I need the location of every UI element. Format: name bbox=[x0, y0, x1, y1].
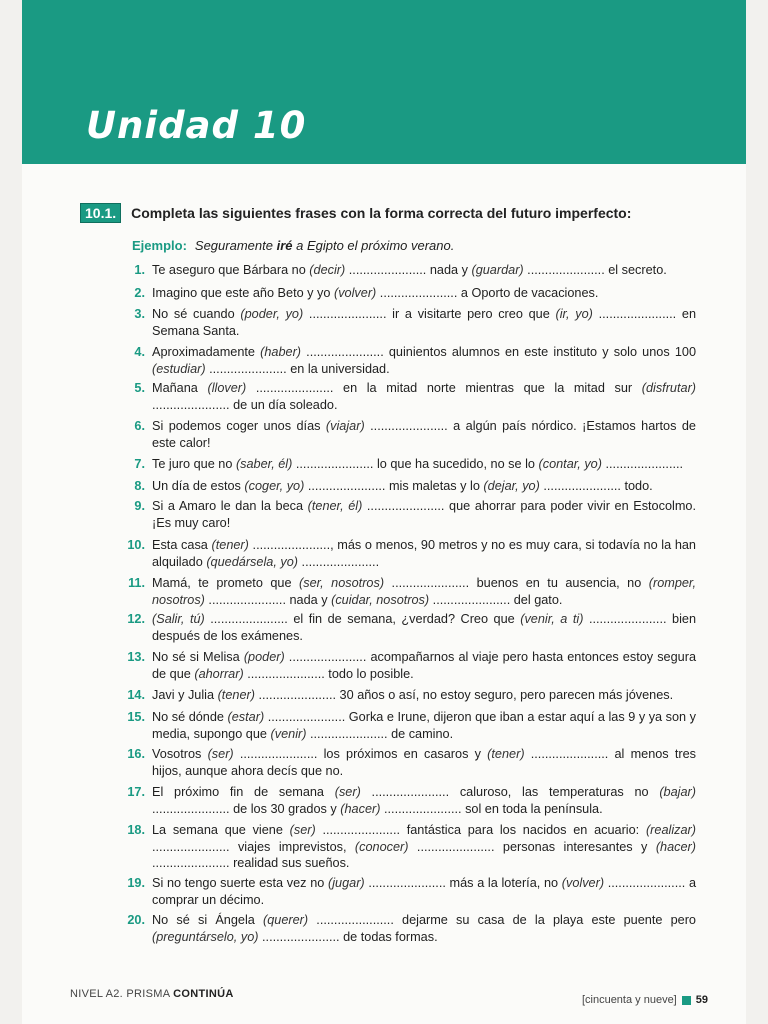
item-number: 4. bbox=[134, 345, 145, 359]
exercise-item bbox=[118, 344, 696, 377]
item-number: 5. bbox=[134, 381, 145, 395]
item-text: No sé cuando (poder, yo) ...................... ir a visitarte pero creo que (ir, yo) ...................... en Semana Santa. bbox=[152, 307, 696, 338]
item-text: Aproximadamente (haber) ...................... quinientos alumnos en este instituto y solo unos 100 (estudiar) ...................... en la universidad. bbox=[152, 345, 696, 376]
item-text: Si no tengo suerte esta vez no (jugar) ...................... más a la lotería, no (volver) ...................... a comprar un décimo. bbox=[152, 876, 697, 907]
exercise-item bbox=[118, 709, 696, 742]
exercise-header bbox=[80, 203, 730, 223]
item-number: 14. bbox=[127, 688, 145, 702]
item-text: La semana que viene (ser) ...................... fantástica para los nacidos en acuario: (realizar) ...................... viajes imprevistos, (conocer) ...................... personas interesantes y (hacer) ...................... realidad sus sueños. bbox=[152, 823, 696, 870]
item-text: Mamá, te prometo que (ser, nosotros) ...................... buenos en tu ausencia, no (romper, nosotros) ...................... nada y (cuidar, nosotros) ...................... del gato. bbox=[152, 576, 696, 607]
exercise-item bbox=[118, 912, 696, 945]
exercise-item bbox=[118, 262, 696, 279]
footer-page-number: 59 bbox=[695, 994, 708, 1006]
item-number: 16. bbox=[127, 747, 145, 761]
item-text: Si podemos coger unos días (viajar) ...................... a algún país nórdico. ¡Estamos hartos de este calor! bbox=[152, 419, 696, 450]
exercise-item bbox=[118, 380, 696, 413]
item-text: Un día de estos (coger, yo) ...................... mis maletas y lo (dejar, yo) ...................... todo. bbox=[152, 479, 653, 493]
item-text: Te aseguro que Bárbara no (decir) ...................... nada y (guardar) ...................... el secreto. bbox=[152, 263, 667, 277]
item-number: 15. bbox=[127, 710, 145, 724]
item-text: No sé si Melisa (poder) ...................... acompañarnos al viaje pero hasta entonces estoy segura de que (ahorrar) ...................... todo lo posible. bbox=[152, 650, 697, 681]
footer-level bbox=[70, 988, 234, 1000]
exercise-item bbox=[118, 478, 696, 495]
exercise-number-badge: 10.1. bbox=[80, 203, 121, 223]
footer-level-bold: CONTINÚA bbox=[173, 988, 234, 1000]
square-bullet-icon bbox=[682, 996, 691, 1005]
footer-page-words: [cincuenta y nueve] bbox=[581, 994, 677, 1006]
exercise-item bbox=[118, 875, 696, 908]
item-number: 20. bbox=[127, 913, 145, 927]
item-number: 17. bbox=[127, 785, 145, 799]
item-number: 10. bbox=[127, 538, 145, 552]
exercise-item bbox=[118, 784, 696, 817]
exercise-item bbox=[118, 575, 696, 608]
exercise-item bbox=[118, 285, 696, 302]
item-number: 7. bbox=[134, 457, 145, 471]
item-text: (Salir, tú) ...................... el fin de semana, ¿verdad? Creo que (venir, a ti) ...................... bien después de los exámenes. bbox=[152, 612, 696, 643]
example-label: Ejemplo: bbox=[132, 238, 187, 253]
item-number: 9. bbox=[134, 499, 145, 513]
footer-level-text: NIVEL A2. PRISMA bbox=[70, 988, 174, 1000]
item-text: Te juro que no (saber, él) ...................... lo que ha sucedido, no se lo (contar, yo) ...................... bbox=[152, 457, 684, 471]
example-answer: iré bbox=[276, 238, 293, 253]
item-text: No sé dónde (estar) ...................... Gorka e Irune, dijeron que iban a estar aquí a las 9 y ya son y media, supongo que (venir) ...................... de camino. bbox=[152, 710, 696, 741]
item-number: 3. bbox=[134, 307, 145, 321]
item-number: 6. bbox=[134, 419, 145, 433]
item-number: 2. bbox=[134, 286, 145, 300]
item-number: 13. bbox=[127, 650, 145, 664]
item-number: 18. bbox=[127, 823, 145, 837]
example-text-after: a Egipto el próximo verano. bbox=[292, 238, 455, 253]
item-number: 12. bbox=[127, 612, 145, 626]
item-text: El próximo fin de semana (ser) ...................... caluroso, las temperaturas no (bajar) ...................... de los 30 grados y (hacer) ...................... sol en toda la península. bbox=[152, 785, 696, 816]
example-text-before: Seguramente bbox=[194, 238, 277, 253]
exercise-item bbox=[118, 687, 696, 704]
item-number: 19. bbox=[127, 876, 145, 890]
item-text: Mañana (llover) ...................... en la mitad norte mientras que la mitad sur (disfrutar) ...................... de un día soleado. bbox=[152, 381, 697, 412]
exercise-item bbox=[118, 649, 696, 682]
unit-title: Unidad 10 bbox=[86, 104, 307, 147]
example-text bbox=[195, 238, 454, 253]
footer-page bbox=[582, 994, 708, 1006]
item-text: Si a Amaro le dan la beca (tener, él) ...................... que ahorrar para poder vivir en Estocolmo. ¡Es muy caro! bbox=[152, 499, 696, 530]
item-number: 11. bbox=[128, 576, 145, 590]
item-number: 8. bbox=[134, 479, 145, 493]
item-text: Esta casa (tener) ......................, más o menos, 90 metros y no es muy cara, si todavía no la han alquilado (quedársela, yo) ...................... bbox=[152, 538, 696, 569]
item-number: 1. bbox=[134, 263, 145, 277]
item-text: No sé si Ángela (querer) ...................... dejarme su casa de la playa este puente pero (preguntárselo, yo) ...................... de todas formas. bbox=[152, 913, 696, 944]
exercise-item bbox=[118, 822, 696, 872]
exercise-item bbox=[118, 418, 696, 451]
item-text: Javi y Julia (tener) ...................... 30 años o así, no estoy seguro, pero parecen más jóvenes. bbox=[152, 688, 674, 702]
exercise-item bbox=[118, 746, 696, 779]
exercise-instruction: Completa las siguientes frases con la forma correcta del futuro imperfecto: bbox=[131, 205, 632, 221]
exercise-item bbox=[118, 611, 696, 644]
item-text: Imagino que este año Beto y yo (volver) ...................... a Oporto de vacaciones. bbox=[152, 286, 599, 300]
exercise-item bbox=[118, 306, 696, 339]
item-text: Vosotros (ser) ...................... los próximos en casaros y (tener) ...................... al menos tres hijos, aunque ahora decís que no. bbox=[152, 747, 696, 778]
exercise-item bbox=[118, 498, 696, 531]
exercise-item bbox=[118, 456, 696, 473]
exercise-item bbox=[118, 537, 696, 570]
example-line bbox=[132, 238, 454, 253]
